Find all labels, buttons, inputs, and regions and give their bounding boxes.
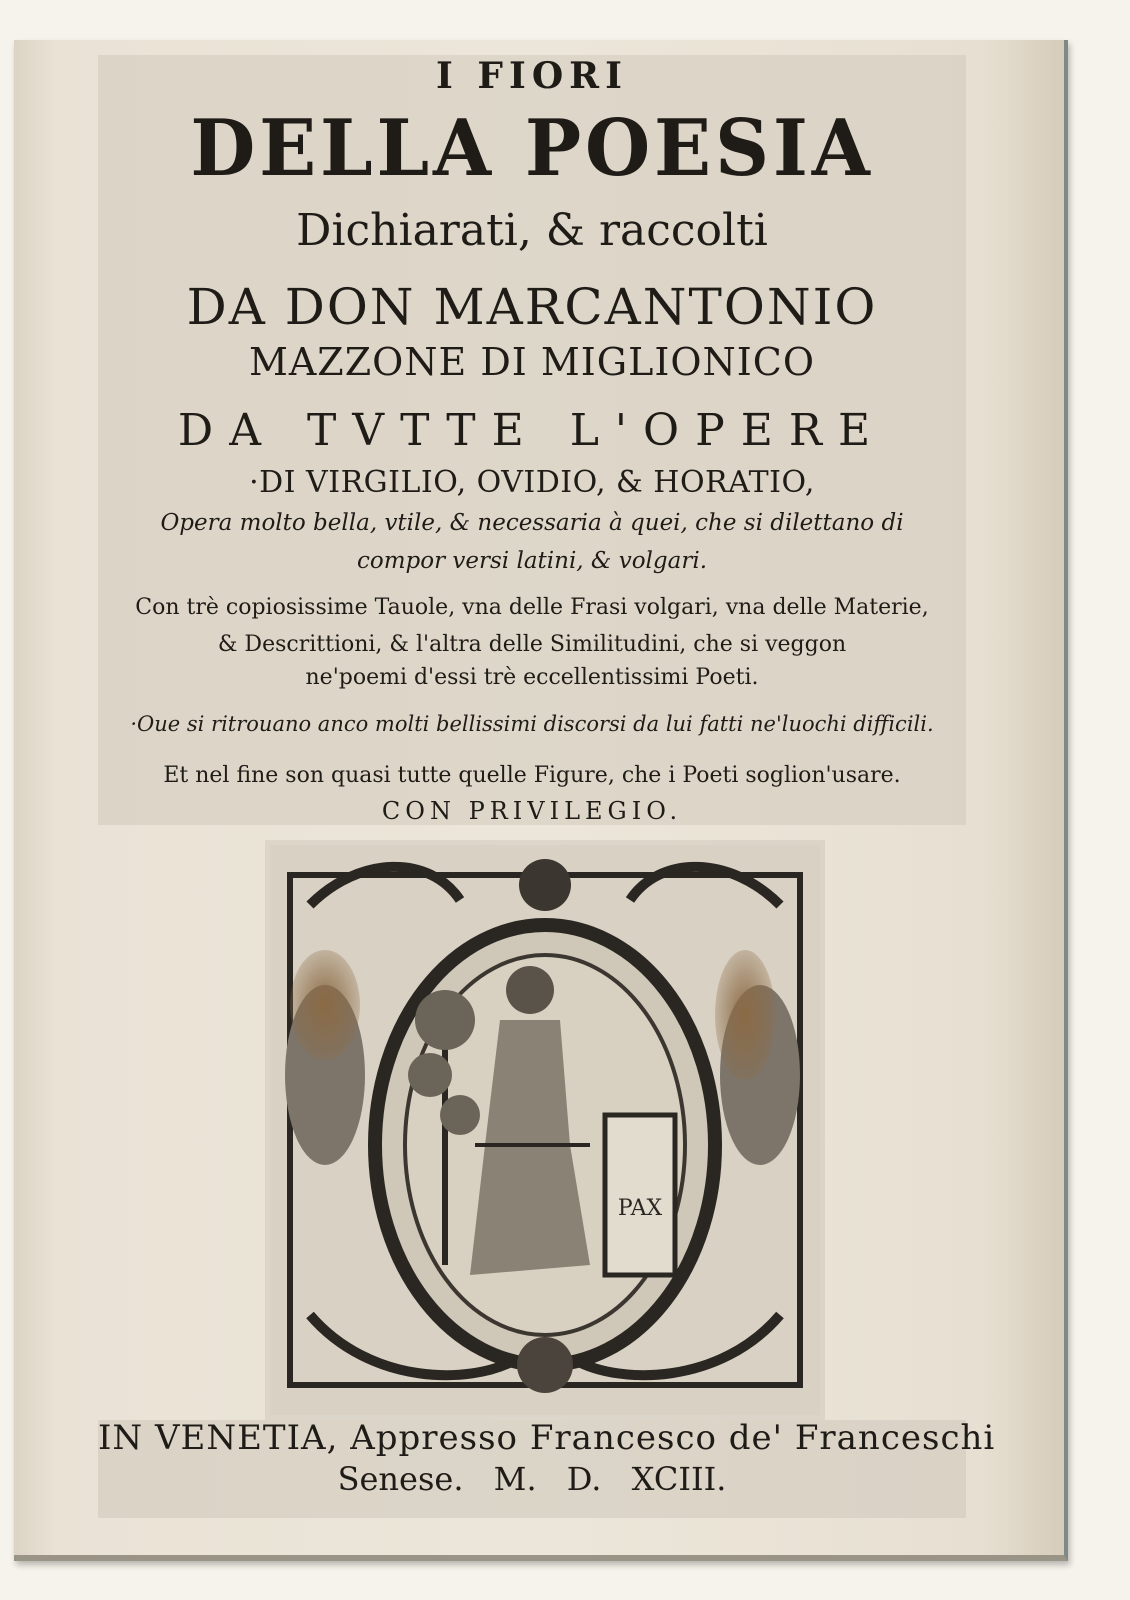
tables-line-2: & Descrittioni, & l'altra delle Similitudini, che si veggon [217, 632, 847, 657]
printer-device-woodcut [270, 845, 820, 1415]
sources-heading: DA TVTTE L'OPERE [177, 405, 887, 456]
pax-inscription: PAX [617, 1196, 663, 1221]
imprint-line-2: Senese. M. D. XCIII. [337, 1460, 727, 1498]
sources-authors: ·DI VIRGILIO, OVIDIO, & HORATIO, [249, 465, 815, 500]
description-line-2: compor versi latini, & volgari. [356, 548, 708, 574]
privilege-line: CON PRIVILEGIO. [381, 797, 683, 825]
imprint-line-1: IN VENETIA, Appresso Francesco de' Franceschi [98, 1418, 996, 1458]
title-line-i-fiori: I FIORI [436, 55, 628, 97]
discourses-line: ·Oue si ritrouano anco molti bellissimi discorsi da lui fatti ne'luochi difficili. [130, 712, 934, 736]
tables-line-1: Con trè copiosissime Tauole, vna delle Frasi volgari, vna delle Materie, [135, 595, 929, 620]
figures-line: Et nel fine son quasi tutte quelle Figure, che i Poeti soglion'usare. [163, 763, 901, 788]
author-line-2: MAZZONE DI MIGLIONICO [248, 340, 816, 384]
stain-left [290, 950, 360, 1060]
stain-right [715, 950, 775, 1080]
tables-line-3: ne'poemi d'essi trè eccellentissimi Poeti. [305, 665, 759, 690]
title-line-della-poesia: DELLA POESIA [190, 103, 874, 194]
subtitle-dichiarati: Dichiarati, & raccolti [296, 205, 768, 256]
author-line-1: DA DON MARCANTONIO [186, 278, 878, 336]
description-line-1: Opera molto bella, vtile, & necessaria à quei, che si dilettano di [160, 510, 904, 536]
